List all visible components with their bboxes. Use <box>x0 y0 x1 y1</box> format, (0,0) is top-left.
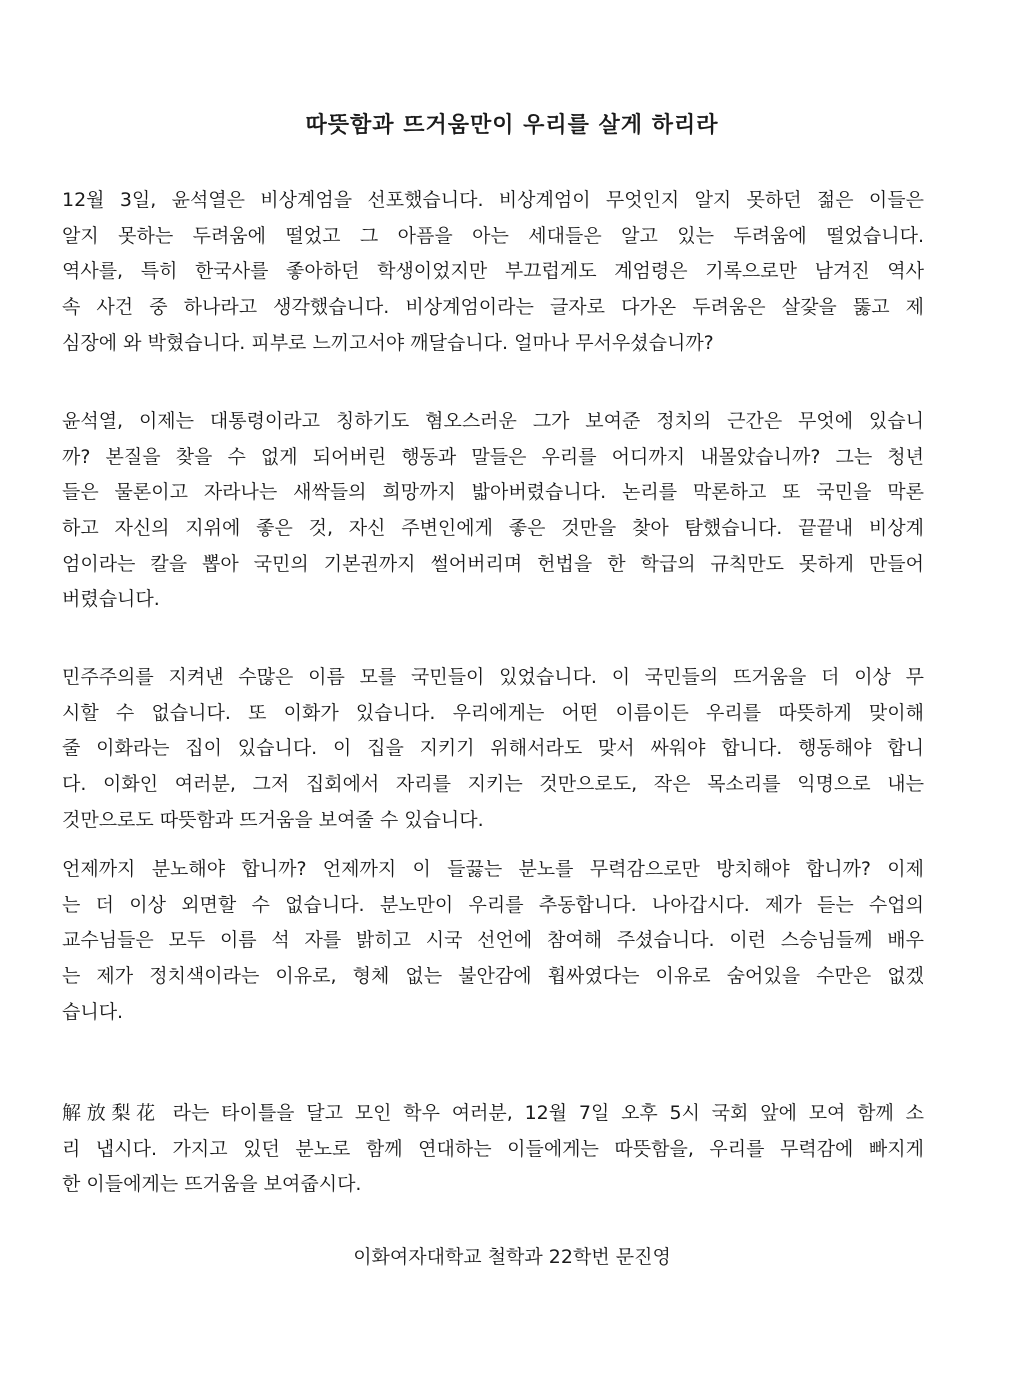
text-line: 민주주의를 지켜낸 수많은 이름 모를 국민들이 있었습니다. 이 국민들의 뜨거움을 더 이상 무 <box>62 666 924 688</box>
document-title: 따뜻함과 뜨거움만이 우리를 살게 하리라 <box>305 113 719 138</box>
text-line: 윤석열, 이제는 대통령이라고 칭하기도 혐오스러운 그가 보여준 정치의 근간은 무엇에 있습니 <box>62 410 924 432</box>
text-line: 하고 자신의 지위에 좋은 것, 자신 주변인에게 좋은 것만을 찾아 탐했습니다. 끝끝내 비상계 <box>62 517 924 540</box>
text-line: 버렸습니다. <box>62 588 160 611</box>
text-line: 12월 3일, 윤석열은 비상계엄을 선포했습니다. 비상계엄이 무엇인지 알지 못하던 젊은 이들은 <box>62 189 924 211</box>
text-line: 다. 이화인 여러분, 그저 집회에서 자리를 지키는 것만으로도, 작은 목소리를 익명으로 내는 <box>62 773 924 796</box>
text-line: 교수님들은 모두 이름 석 자를 밝히고 시국 선언에 참여해 주셨습니다. 이런 스승님들께 배우 <box>62 929 924 952</box>
text-line: 것만으로도 따뜻함과 뜨거움을 보여줄 수 있습니다. <box>62 808 484 831</box>
text-line: 엄이라는 칼을 뽑아 국민의 기본권까지 썰어버리며 헌법을 한 학급의 규칙만도 못하게 만들어 <box>62 552 924 575</box>
paragraph-4 <box>62 852 924 1030</box>
text-line: 는 제가 정치색이라는 이유로, 형체 없는 불안감에 휩싸였다는 이유로 숨어있을 수만은 없겠 <box>62 965 924 988</box>
text-line: 알지 못하는 두려움에 떨었고 그 아픔을 아는 세대들은 알고 있는 두려움에 떨었습니다. <box>62 224 924 247</box>
paragraph-5 <box>62 1096 924 1203</box>
text-line: 리 냅시다. 가지고 있던 분노로 함께 연대하는 이들에게는 따뜻함을, 우리를 무력감에 빠지게 <box>62 1137 924 1160</box>
text-line: 속 사건 중 하나라고 생각했습니다. 비상계엄이라는 글자로 다가온 두려움은 살갗을 뚫고 제 <box>62 296 924 319</box>
text-line: 줄 이화라는 집이 있습니다. 이 집을 지키기 위해서라도 맞서 싸워야 합니다. 행동해야 합니 <box>62 737 924 760</box>
text-line: 까? 본질을 찾을 수 없게 되어버린 행동과 말들은 우리를 어디까지 내몰았습니까? 그는 청년 <box>62 445 924 468</box>
text-line: 습니다. <box>62 1000 124 1023</box>
text-line: 들은 물론이고 자라나는 새싹들의 희망까지 밟아버렸습니다. 논리를 막론하고 또 국민을 막론 <box>62 481 924 504</box>
paragraph-1 <box>62 183 924 361</box>
text-line: 시할 수 없습니다. 또 이화가 있습니다. 우리에게는 어떤 이름이든 우리를 따뜻하게 맞이해 <box>62 701 924 724</box>
text-line: 는 더 이상 외면할 수 없습니다. 분노만이 우리를 추동합니다. 나아갑시다. 제가 듣는 수업의 <box>62 893 924 916</box>
text-line: 解放梨花 라는 타이틀을 달고 모인 학우 여러분, 12월 7일 오후 5시 국회 앞에 모여 함께 소 <box>62 1102 924 1124</box>
author-signature: 이화여자대학교 철학과 22학번 문진영 <box>353 1246 671 1268</box>
text-line: 심장에 와 박혔습니다. 피부로 느끼고서야 깨달습니다. 얼마나 무서우셨습니까? <box>62 331 714 354</box>
text-line: 언제까지 분노해야 합니까? 언제까지 이 들끓는 분노를 무력감으로만 방치해야 합니까? 이제 <box>62 858 924 880</box>
text-line: 역사를, 특히 한국사를 좋아하던 학생이었지만 부끄럽게도 계엄령은 기록으로만 남겨진 역사 <box>62 260 924 283</box>
paragraph-2 <box>62 404 924 618</box>
paragraph-3 <box>62 660 924 838</box>
text-line: 한 이들에게는 뜨거움을 보여줍시다. <box>62 1173 362 1196</box>
